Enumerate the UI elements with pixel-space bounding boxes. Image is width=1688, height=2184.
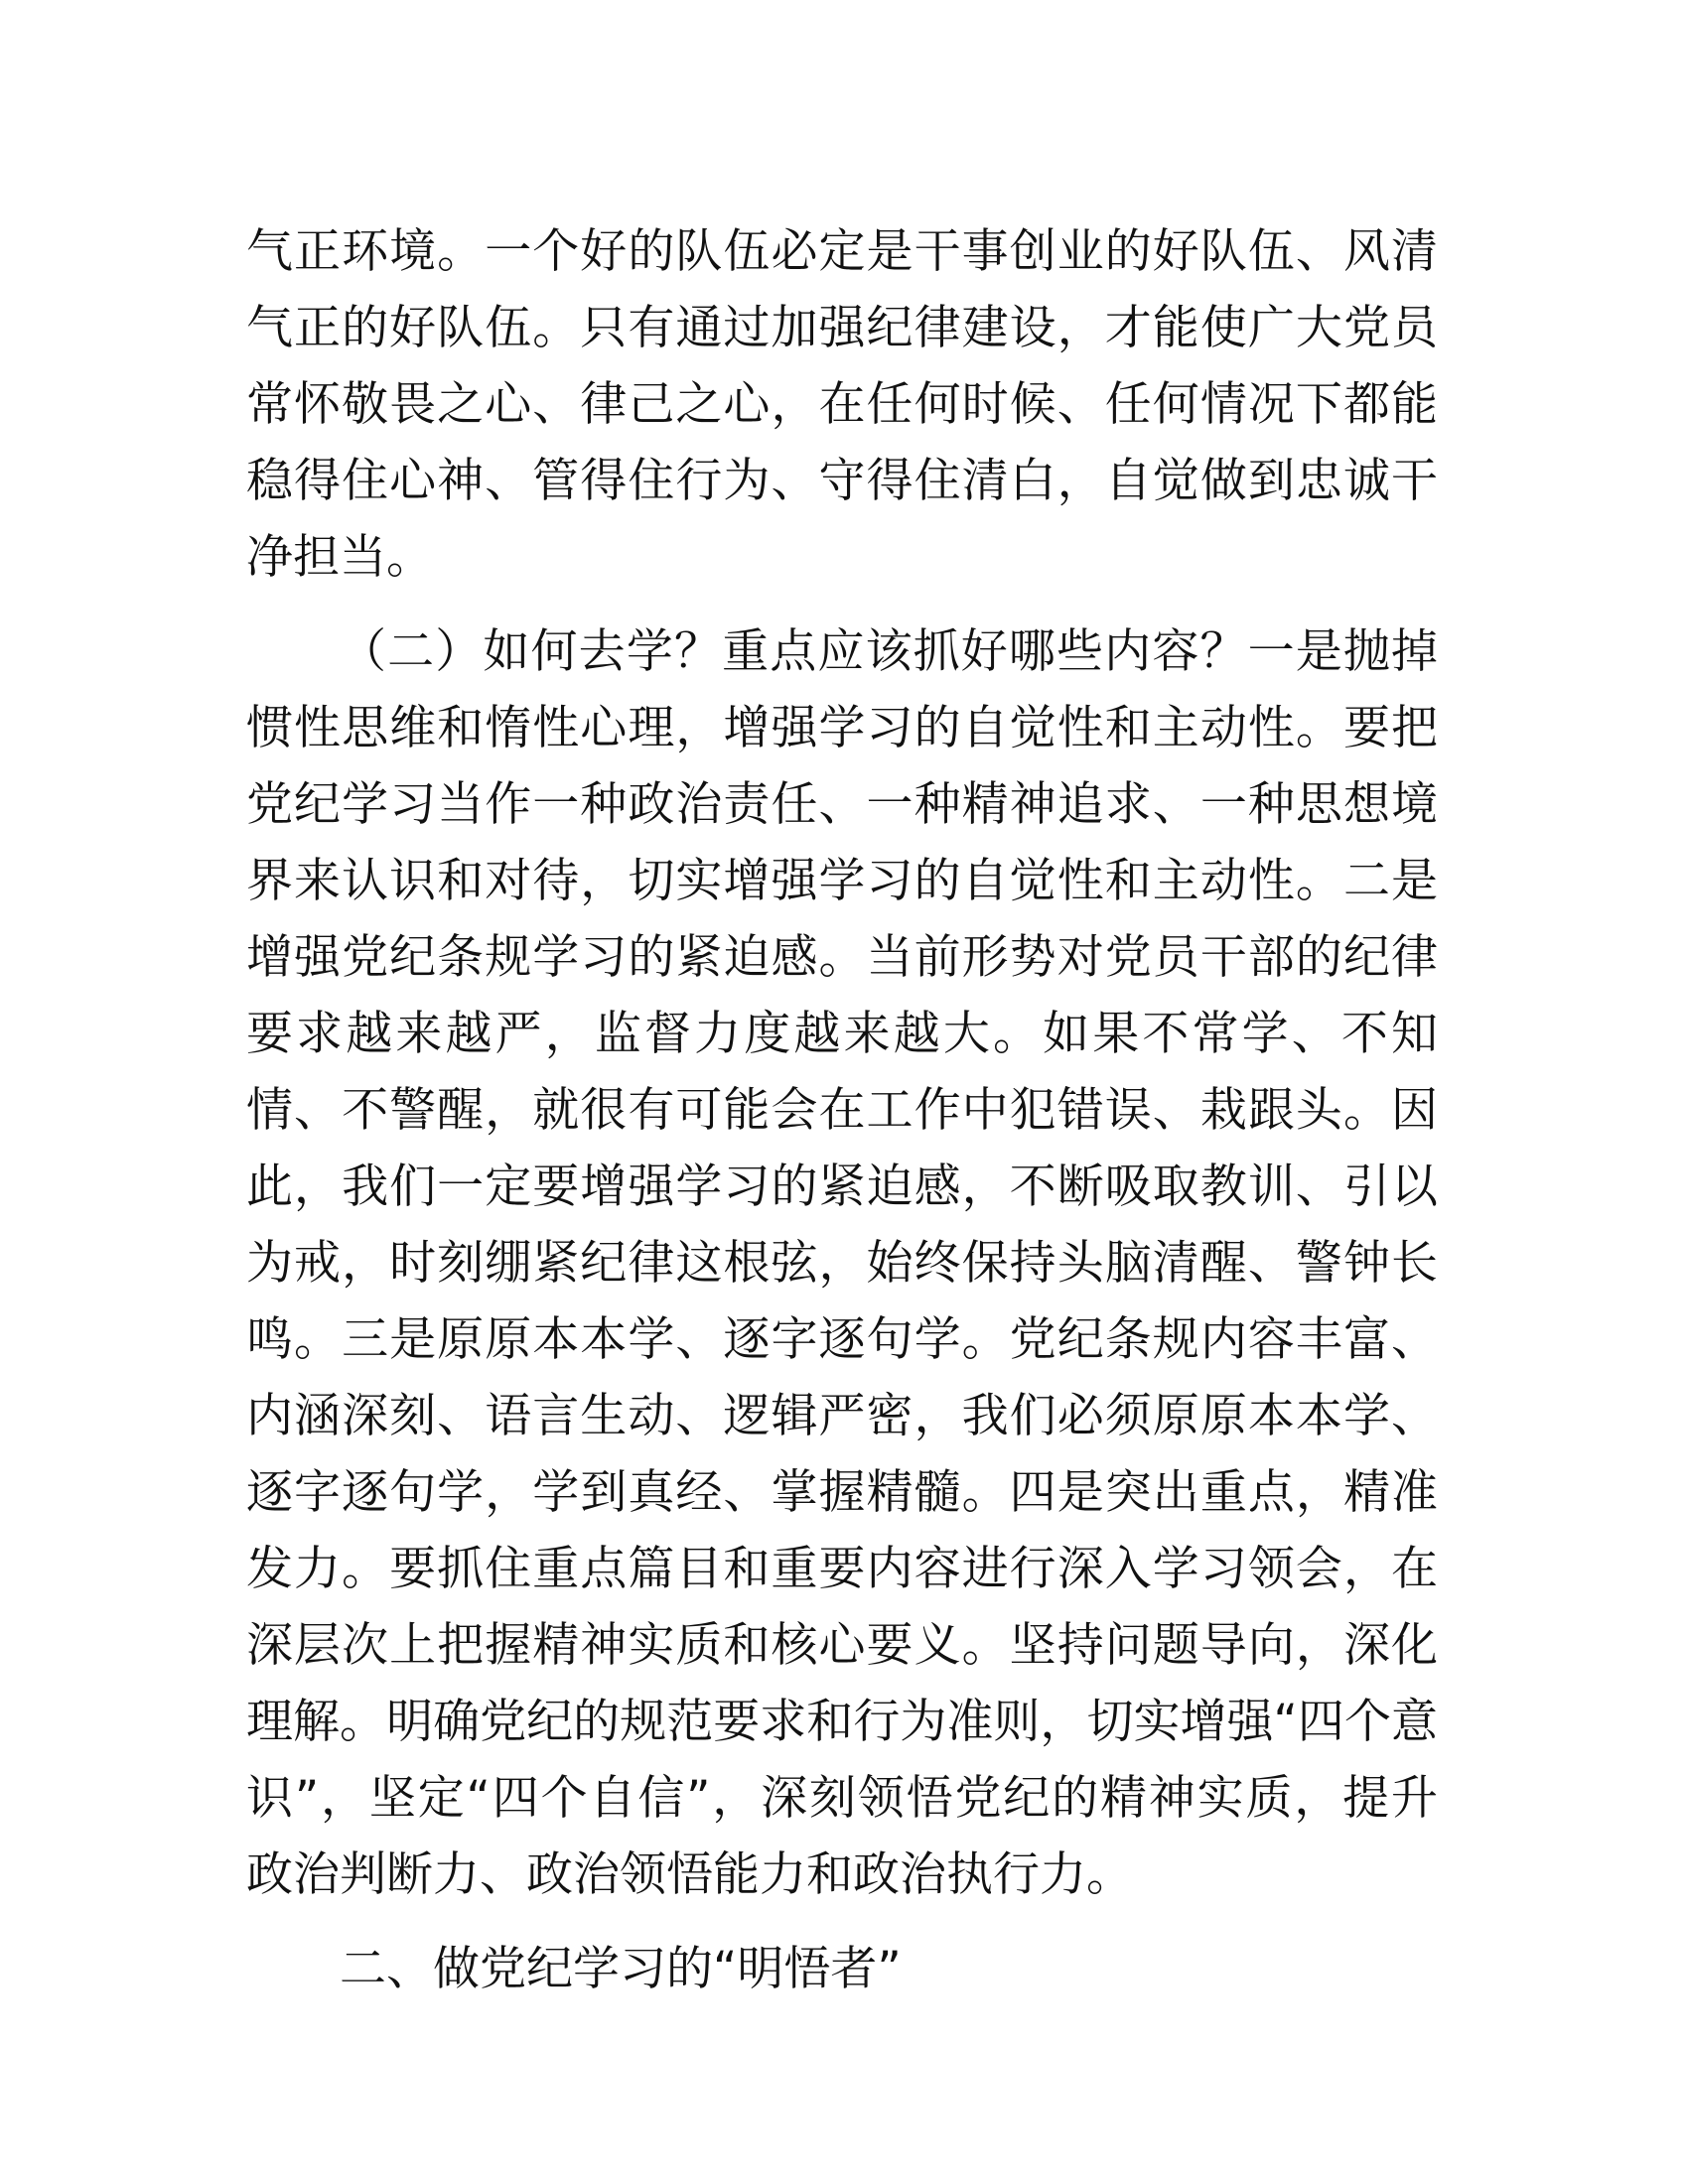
section-heading: 二、做党纪学习的“明悟者”: [340, 1942, 902, 1996]
document-body: [246, 213, 1438, 2007]
body-paragraph-2: （二）如何去学？重点应该抓好哪些内容？一是抛掉惯性思维和惰性心理，增强学习的自觉性和主动性。要把党纪学习当作一种政治责任、一种精神追求、一种思想境界来认识和对待，切实增强学习的自觉性和主动性。二是增强党纪条规学习的紧迫感。当前形势对党员干部的纪律要求越来越严，监督力度越来越大。如果不常学、不知情、不警醒，就很有可能会在工作中犯错误、栽跟头。因此，我们一定要增强学习的紧迫感，不断吸取教训、引以为戒，时刻绷紧纪律这根弦，始终保持头脑清醒、警钟长鸣。三是原原本本学、逐字逐句学。党纪条规内容丰富、内涵深刻、语言生动、逻辑严密，我们必须原原本本学、逐字逐句学，学到真经、掌握精髓。四是突出重点，精准发力。要抓住重点篇目和重要内容进行深入学习领会，在深层次上把握精神实质和核心要义。坚持问题导向，深化理解。明确党纪的规范要求和行为准则，切实增强“四个意识”，坚定“四个自信”，深刻领悟党纪的精神实质，提升政治判断力、政治领悟能力和政治执行力。: [246, 624, 1438, 1902]
body-paragraph-1: 气正环境。一个好的队伍必定是干事创业的好队伍、风清气正的好队伍。只有通过加强纪律建设，才能使广大党员常怀敬畏之心、律己之心，在任何时候、任何情况下都能稳得住心神、管得住行为、守得住清白，自觉做到忠诚干净担当。: [246, 224, 1438, 585]
